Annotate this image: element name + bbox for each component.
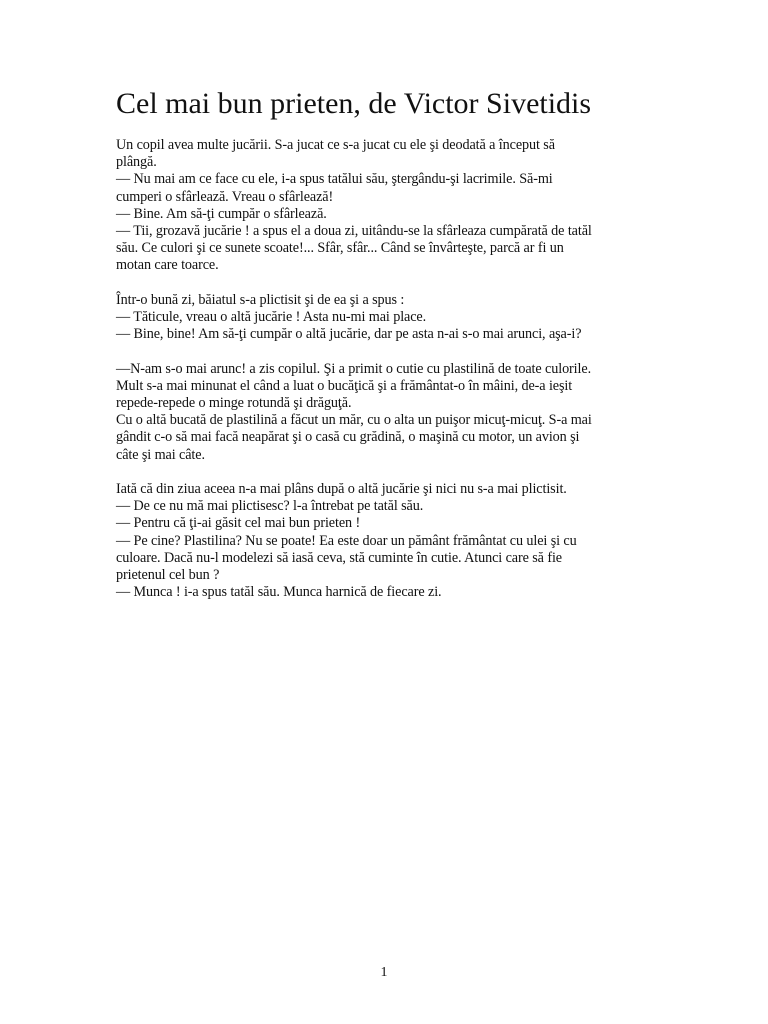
text-line: — Tăticule, vreau o altă jucărie ! Asta nu-mi mai place. [116, 309, 427, 326]
text-line: — Munca ! i-a spus tatăl său. Munca harnică de fiecare zi. [116, 584, 442, 601]
text-line: Un copil avea multe jucării. S-a jucat ce s-a jucat cu ele şi deodată a început să [116, 137, 555, 153]
text-line: culoare. Dacă nu-l modelezi să iasă ceva, stă cuminte în cutie. Atunci care să fie [116, 549, 562, 566]
text-line: Mult s-a mai minunat el când a luat o bucăţică şi a frământat-o în mâini, de-a ieşit [116, 377, 573, 394]
text-line: prietenul cel bun ? [116, 567, 220, 584]
text-line: cumperi o sfârlează. Vreau o sfârlează! [116, 188, 334, 205]
text-line: Iată că din ziua aceea n-a mai plâns după o altă jucărie şi nici nu s-a mai plictisit. [116, 481, 567, 498]
paragraph-3 [116, 361, 656, 464]
text-line: —N-am s-o mai arunc! a zis copilul. Şi a primit o cutie cu plastilină de toate culorile. [116, 360, 592, 377]
text-line: — Nu mai am ce face cu ele, i-a spus tatălui său, ştergându-şi lacrimile. Să-mi [116, 171, 553, 188]
text-line: Cu o altă bucată de plastilină a făcut un măr, cu o alta un puişor micuţ-micuţ. S-a mai [116, 412, 592, 429]
text-line: — Pentru că ţi-ai găsit cel mai bun prieten ! [116, 515, 361, 532]
text-line: — Tii, grozavă jucărie ! a spus el a doua zi, uitându-se la sfârleaza cumpărată de tatăl [116, 223, 592, 240]
paragraph-4 [116, 481, 656, 601]
text-line: — Bine. Am să-ţi cumpăr o sfârlează. [116, 205, 327, 222]
text-line: repede-repede o minge rotundă şi drăguţă. [116, 395, 352, 412]
paragraph-2 [116, 292, 656, 344]
text-line: plângă. [116, 154, 157, 171]
text-line: — De ce nu mă mai plictisesc? l-a întrebat pe tatăl său. [116, 498, 424, 515]
text-line: — Pe cine? Plastilina? Nu se poate! Ea este doar un pământ frământat cu ulei şi cu [116, 532, 577, 549]
page-number: 1 [380, 965, 388, 980]
text-line: motan care toarce. [116, 257, 219, 274]
story-body [116, 137, 656, 619]
text-line: Într-o bună zi, băiatul s-a plictisit şi de ea şi a spus : [116, 291, 405, 308]
text-line: său. Ce culori şi ce sunete scoate!... Sfâr, sfâr... Când se învârteşte, parcă ar fi un [116, 240, 564, 257]
paragraph-1 [116, 137, 656, 275]
document-title: Cel mai bun prieten, de Victor Sivetidis [116, 87, 592, 120]
text-line: gândit c-o să mai facă neapărat şi o casă cu grădină, o maşină cu motor, un avion şi [116, 429, 580, 446]
text-line: câte şi mai câte. [116, 446, 205, 463]
text-line: — Bine, bine! Am să-ţi cumpăr o altă jucărie, dar pe asta n-ai s-o mai arunci, aşa-i? [116, 326, 582, 343]
